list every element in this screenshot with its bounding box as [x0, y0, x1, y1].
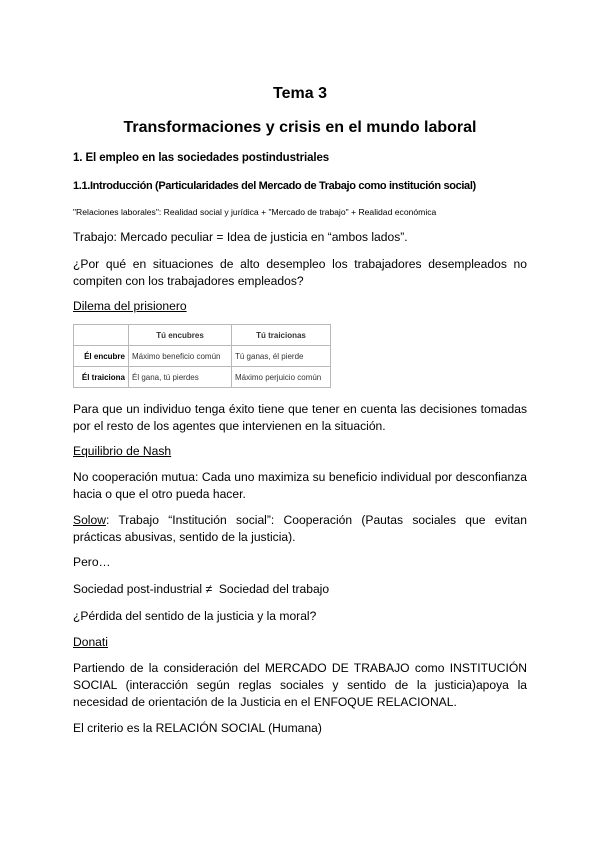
table-row-header: Él traiciona [74, 367, 129, 388]
topic-title: Tema 3 [273, 85, 327, 102]
sociedad-right: Sociedad del trabajo [218, 582, 330, 596]
table-header-row [74, 325, 331, 346]
table-corner-cell [74, 325, 129, 346]
donati-heading: Donati [73, 635, 108, 649]
topic-subtitle: Transformaciones y crisis en el mundo laboral [123, 119, 477, 136]
perdida-line: ¿Pérdida del sentido de la justicia y la moral? [73, 609, 317, 623]
subsection-heading: 1.1.Introducción (Particularidades del Mercado de Trabajo como institución social) [73, 180, 476, 192]
table-cell: Máximo beneficio común [129, 346, 232, 367]
table-col-header: Tú traicionas [232, 325, 331, 346]
nash-heading: Equilibrio de Nash [73, 444, 172, 458]
table-col-header: Tú encubres [129, 325, 232, 346]
individuo-paragraph: Para que un individuo tenga éxito tiene que tener en cuenta las decisiones tomadas por el resto de los agentes que intervienen en la situación. [73, 402, 527, 433]
section-heading: 1. El empleo en las sociedades postindustriales [73, 152, 330, 164]
trabajo-paragraph: Trabajo: Mercado peculiar = Idea de justicia en “ambos lados”. [73, 230, 408, 244]
table-cell: Él gana, tú pierdes [129, 367, 232, 388]
table-cell: Máximo perjuicio común [232, 367, 331, 388]
solow-text: : Trabajo “Institución social”: Cooperación (Pautas sociales que evitan prácticas abusivas, sentido de la justicia). [73, 513, 527, 544]
table-row [74, 346, 331, 367]
sociedad-left: Sociedad post-industrial [73, 582, 203, 596]
relaciones-line: "Relaciones laborales": Realidad social y jurídica + "Mercado de trabajo" + Realidad económica [73, 207, 437, 217]
no-cooperacion-paragraph: No cooperación mutua: Cada uno maximiza su beneficio individual por desconfianza hacia o que el otro pueda hacer. [73, 470, 527, 501]
question-paragraph: ¿Por qué en situaciones de alto desempleo los trabajadores desempleados no compiten con los trabajadores empleados? [73, 257, 527, 288]
solow-paragraph [73, 512, 527, 546]
dilema-heading: Dilema del prisionero [73, 299, 187, 313]
table-cell: Tú ganas, él pierde [232, 346, 331, 367]
prisoner-dilemma-table [73, 324, 331, 388]
table-row [74, 367, 331, 388]
sociedad-line [73, 581, 527, 598]
table-row-header: Él encubre [74, 346, 129, 367]
not-equal-symbol: ≠ [205, 582, 213, 596]
solow-author: Solow [73, 513, 106, 527]
pero-line: Pero… [73, 555, 111, 569]
partiendo-paragraph: Partiendo de la consideración del MERCADO DE TRABAJO como INSTITUCIÓN SOCIAL (interacción según reglas sociales y sentido de la justicia)apoya la necesidad de orientación de la Justicia en el ENFOQUE RELACIONAL. [73, 661, 527, 709]
criterio-line: El criterio es la RELACIÓN SOCIAL (Humana) [73, 721, 322, 735]
